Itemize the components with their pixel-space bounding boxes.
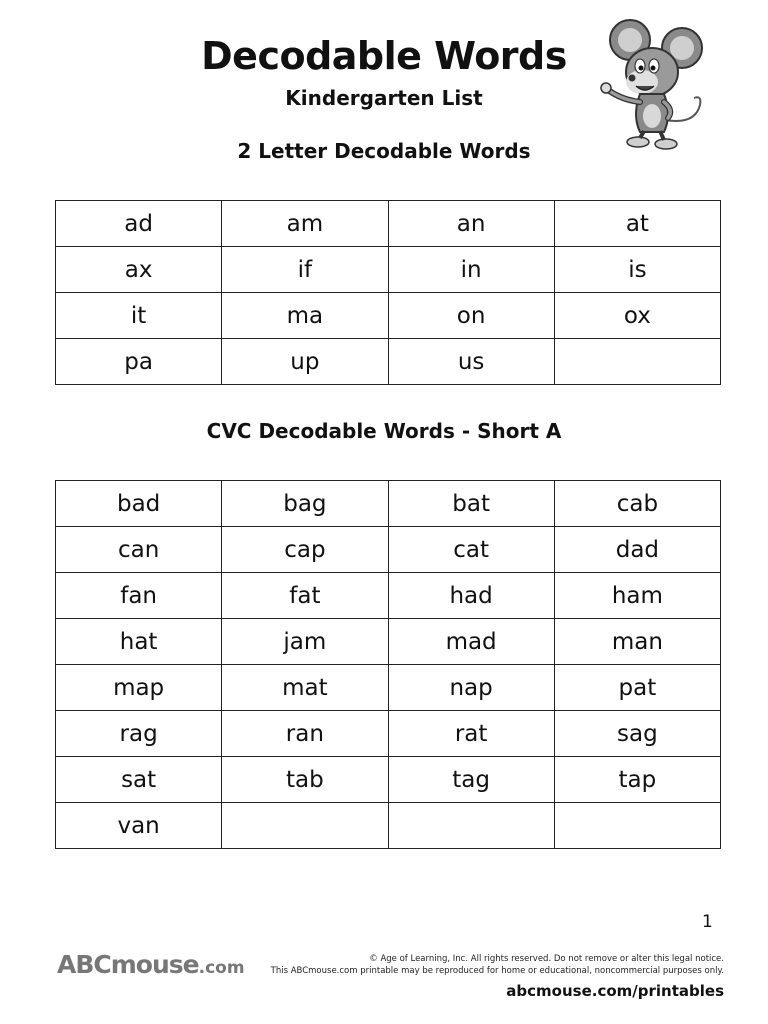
- word-cell: in: [388, 247, 554, 293]
- section-title-2-letter: 2 Letter Decodable Words: [237, 139, 531, 163]
- table-row: [56, 573, 721, 619]
- page-subtitle: Kindergarten List: [285, 86, 483, 110]
- word-cell: tag: [388, 757, 554, 803]
- legal-line-1: © Age of Learning, Inc. All rights reserved. Do not remove or alter this legal notice.: [369, 954, 724, 964]
- word-cell: dad: [554, 527, 720, 573]
- word-cell: jam: [222, 619, 388, 665]
- word-cell: rag: [56, 711, 222, 757]
- word-cell: bat: [388, 481, 554, 527]
- legal-line-2: This ABCmouse.com printable may be reproduced for home or educational, noncommercial purposes only.: [270, 966, 724, 976]
- table-row: [56, 339, 721, 385]
- table-row: [56, 619, 721, 665]
- word-cell: sag: [554, 711, 720, 757]
- word-cell: ax: [56, 247, 222, 293]
- word-cell: map: [56, 665, 222, 711]
- page-title: Decodable Words: [201, 34, 567, 78]
- word-cell: fat: [222, 573, 388, 619]
- word-cell: mat: [222, 665, 388, 711]
- page-number: 1: [702, 912, 713, 932]
- word-cell: ma: [222, 293, 388, 339]
- word-cell: am: [222, 201, 388, 247]
- word-cell: hat: [56, 619, 222, 665]
- word-cell: [554, 803, 720, 849]
- word-cell: bad: [56, 481, 222, 527]
- word-cell: cap: [222, 527, 388, 573]
- mouse-mascot-icon: [590, 10, 710, 155]
- word-cell: had: [388, 573, 554, 619]
- table-row: [56, 803, 721, 849]
- word-cell: on: [388, 293, 554, 339]
- printables-link[interactable]: abcmouse.com/printables: [506, 982, 724, 1000]
- table-row: [56, 201, 721, 247]
- word-cell: cat: [388, 527, 554, 573]
- abcmouse-logo: [57, 950, 245, 979]
- word-cell: [388, 803, 554, 849]
- word-cell: fan: [56, 573, 222, 619]
- word-cell: rat: [388, 711, 554, 757]
- word-cell: tab: [222, 757, 388, 803]
- word-cell: bag: [222, 481, 388, 527]
- word-cell: [554, 339, 720, 385]
- word-cell: pa: [56, 339, 222, 385]
- section-title-short-a: CVC Decodable Words - Short A: [206, 419, 562, 443]
- word-cell: it: [56, 293, 222, 339]
- word-cell: cab: [554, 481, 720, 527]
- table-row: [56, 293, 721, 339]
- word-cell: van: [56, 803, 222, 849]
- word-cell: ham: [554, 573, 720, 619]
- word-cell: tap: [554, 757, 720, 803]
- word-cell: nap: [388, 665, 554, 711]
- word-cell: [222, 803, 388, 849]
- word-cell: at: [554, 201, 720, 247]
- word-cell: ox: [554, 293, 720, 339]
- word-cell: us: [388, 339, 554, 385]
- word-cell: mad: [388, 619, 554, 665]
- table-row: [56, 527, 721, 573]
- logo-main-text: ABCmouse: [57, 950, 199, 979]
- table-row: [56, 757, 721, 803]
- word-cell: up: [222, 339, 388, 385]
- logo-suffix-text: .com: [198, 958, 245, 978]
- table-row: [56, 665, 721, 711]
- word-cell: is: [554, 247, 720, 293]
- word-cell: man: [554, 619, 720, 665]
- word-cell: ran: [222, 711, 388, 757]
- table-row: [56, 247, 721, 293]
- word-cell: ad: [56, 201, 222, 247]
- legal-notice: [271, 953, 724, 977]
- word-cell: an: [388, 201, 554, 247]
- word-cell: if: [222, 247, 388, 293]
- table-row: [56, 481, 721, 527]
- word-cell: sat: [56, 757, 222, 803]
- word-table-short-a: [55, 480, 721, 849]
- table-row: [56, 711, 721, 757]
- word-cell: can: [56, 527, 222, 573]
- word-cell: pat: [554, 665, 720, 711]
- word-table-2-letter: [55, 200, 721, 385]
